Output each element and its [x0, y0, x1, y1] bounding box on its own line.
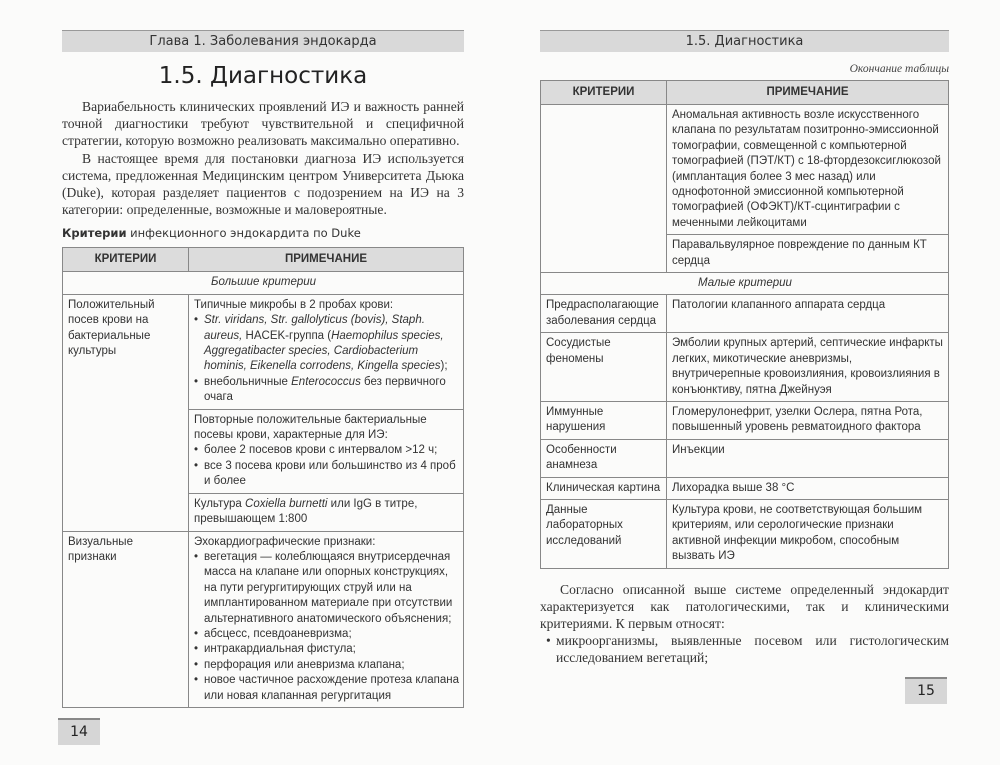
paragraph: Вариабельность клинических проявлений ИЭ и важность ранней точной диагностики требуют чувствительной и специфичной стратегии, которую возможно реализовать максимально оперативно. [62, 99, 464, 149]
table-row [541, 333, 949, 402]
text-segment: Повторные положительные бактериальные посевы крови, характерные для ИЭ: [194, 413, 427, 442]
bullet-item [194, 658, 459, 673]
note-text [672, 503, 944, 565]
note-text [672, 108, 944, 231]
note-text [672, 238, 944, 269]
table-row [541, 295, 949, 333]
note-text [194, 413, 459, 444]
duke-criteria-table-continued [540, 80, 949, 569]
text-segment: перфорация или аневризма клапана; [204, 658, 405, 671]
bullet-item [194, 459, 459, 490]
text-segment: Патологии клапанного аппарата сердца [672, 299, 886, 312]
duke-criteria-table [62, 247, 464, 708]
latin-name: Enterococcus [291, 375, 361, 388]
running-head: 1.5. Диагностика [540, 30, 949, 52]
text-segment: интракардиальная фистула; [204, 643, 356, 656]
page-number: 14 [58, 718, 100, 745]
criterion-cell: Особенности анамнеза [541, 439, 667, 477]
bullet-item: • микроорганизмы, выявленные посевом или гистологическим исследованием вегетаций; [546, 632, 949, 666]
note-text [194, 497, 459, 528]
note-text [672, 443, 944, 458]
note-cell [189, 294, 464, 409]
bullet-item [194, 550, 459, 627]
note-text [672, 481, 944, 496]
text-segment: Культура [194, 497, 246, 510]
note-cell [667, 235, 949, 273]
criterion-cell: Визуальные признаки [63, 531, 189, 707]
text-segment: более 2 посевов крови с интервалом >12 ч; [204, 444, 438, 457]
latin-name: Coxiella burnetti [245, 497, 328, 510]
table-row [63, 272, 464, 294]
criterion-cell [541, 105, 667, 273]
column-header: ПРИМЕЧАНИЕ [667, 81, 949, 105]
paragraph: В настоящее время для постановки диагноза ИЭ используется система, предложенная Медицинским центром Университета Дьюка (Duke), которая разделяет пациентов с подозрением на ИЭ на 3 категории: определенные, возможные и маловероятные. [62, 150, 464, 218]
bullet-list [194, 550, 459, 704]
text-segment: абсцесс, псевдоаневризма; [204, 627, 352, 640]
table-row [63, 294, 464, 409]
text-segment: все 3 посева крови или большинство из 4 проб и более [204, 459, 456, 488]
section-header: Малые критерии [541, 273, 949, 295]
criterion-cell: Положительный посев крови на бактериальные культуры [63, 294, 189, 531]
running-head: Глава 1. Заболевания эндокарда [62, 30, 464, 52]
note-text [194, 298, 459, 313]
criterion-cell: Данные лабораторных исследований [541, 499, 667, 568]
text-segment: Культура крови, не соответствующая большим критериям, или серологические признаки активной инфекции микробом, способным вызвать ИЭ [672, 503, 923, 563]
column-header: ПРИМЕЧАНИЕ [189, 248, 464, 272]
note-cell [189, 531, 464, 707]
spacer [540, 667, 949, 677]
table-row [541, 401, 949, 439]
table-row [541, 499, 949, 568]
table-row [541, 477, 949, 499]
text-segment: Лихорадка выше 38 °C [672, 481, 795, 494]
caption-bold: Критерии [62, 226, 127, 241]
criterion-cell: Иммунные нарушения [541, 401, 667, 439]
note-cell [667, 477, 949, 499]
latin-name: Haemophilus species, Aggregatibacter species, Cardiobacterium hominis, Eikenella corrodens, Kingella species [204, 329, 444, 373]
note-text [672, 405, 944, 436]
table-row [541, 105, 949, 235]
text-segment: Аномальная активность возле искусственного клапана по результатам позитронно-эмиссионной томографии, совмещенной с компьютерной томографией (ПЭТ/КТ) с 18-фтордезоксиглюкозой (имплантация более 3 мес назад) или однофотонной эмиссионной компьютерной томографией (ОФЭКТ)/КТ-сцинтиграфии с меченными лейкоцитами [672, 109, 941, 229]
text-segment: или IgG в титре, превышающем 1:800 [194, 497, 418, 526]
text-segment: Эхокардиографические признаки: [194, 535, 376, 548]
note-cell [667, 295, 949, 333]
note-cell [667, 401, 949, 439]
note-cell [189, 493, 464, 531]
table-header-row [541, 81, 949, 105]
criterion-cell: Предрасполагающие заболевания сердца [541, 295, 667, 333]
text-segment: Гломерулонефрит, узелки Ослера, пятна Рота, повышенный уровень ревматоидного фактора [672, 405, 923, 434]
text-segment: HACEK-группа ( [242, 329, 332, 342]
section-title: 1.5. Диагностика [158, 63, 368, 89]
table-row [541, 439, 949, 477]
left-page [62, 0, 464, 765]
intro-text [62, 98, 464, 218]
right-page [540, 0, 949, 724]
bullet-item [194, 627, 459, 642]
bullet-item [194, 375, 459, 406]
column-header: КРИТЕРИИ [63, 248, 189, 272]
text-segment: Инъекции [672, 443, 725, 456]
note-cell [189, 409, 464, 493]
criterion-cell: Клиническая картина [541, 477, 667, 499]
caption-text: инфекционного эндокардита по Duke [126, 226, 361, 241]
text-segment: новое частичное расхождение протеза клапана или новая клапанная регургитация [204, 674, 460, 702]
page-number: 15 [905, 677, 947, 704]
note-text [672, 336, 944, 398]
column-header: КРИТЕРИИ [541, 81, 667, 105]
text-segment: внебольничные [204, 375, 292, 388]
table-row [541, 273, 949, 295]
text-segment: вегетация — колеблющаяся внутрисердечная масса на клапане или опорных конструкциях, на пути регургитирующих струй или на имплантированном материале при отсутствии альтернативного анатомического объяснения; [204, 550, 453, 625]
text-segment: Паравальвулярное повреждение по данным КТ сердца [672, 239, 927, 267]
note-cell [667, 499, 949, 568]
note-cell [667, 333, 949, 402]
note-cell [667, 439, 949, 477]
table-caption [62, 226, 464, 241]
text-segment: без первичного очага [204, 375, 446, 404]
latin-name: Str. viridans, Str. gallolyticus (bovis), Staph. aureus, [204, 314, 425, 342]
bullet-item [194, 642, 459, 657]
bullet-list [194, 313, 459, 405]
text-segment: ); [440, 360, 448, 373]
section-header: Большие критерии [63, 272, 464, 294]
spacer [62, 708, 464, 718]
table-header-row [63, 248, 464, 272]
note-text [194, 535, 459, 550]
criterion-cell: Сосудистые феномены [541, 333, 667, 402]
paragraph: Согласно описанной выше системе определенный эндокардит характеризуется как патологическими, так и клиническими критериями. К первым относят: [540, 581, 949, 631]
closing-text [540, 581, 949, 667]
text-segment: Типичные микробы в 2 пробах крови: [194, 298, 394, 311]
bullet-item [194, 443, 459, 458]
table-continuation-label: Окончание таблицы [849, 63, 949, 75]
text-segment: Эмболии крупных артерий, септические инфаркты легких, микотические аневризмы, внутричерепные кровоизлияния, кровоизлияния в конъюнктиву, пятна Джейнуэя [672, 337, 943, 396]
note-text [672, 298, 944, 313]
bullet-list [540, 632, 949, 666]
note-cell [667, 105, 949, 235]
bullet-item [194, 313, 459, 375]
table-row [63, 531, 464, 707]
bullet-list [194, 443, 459, 489]
bullet-item [194, 673, 459, 704]
